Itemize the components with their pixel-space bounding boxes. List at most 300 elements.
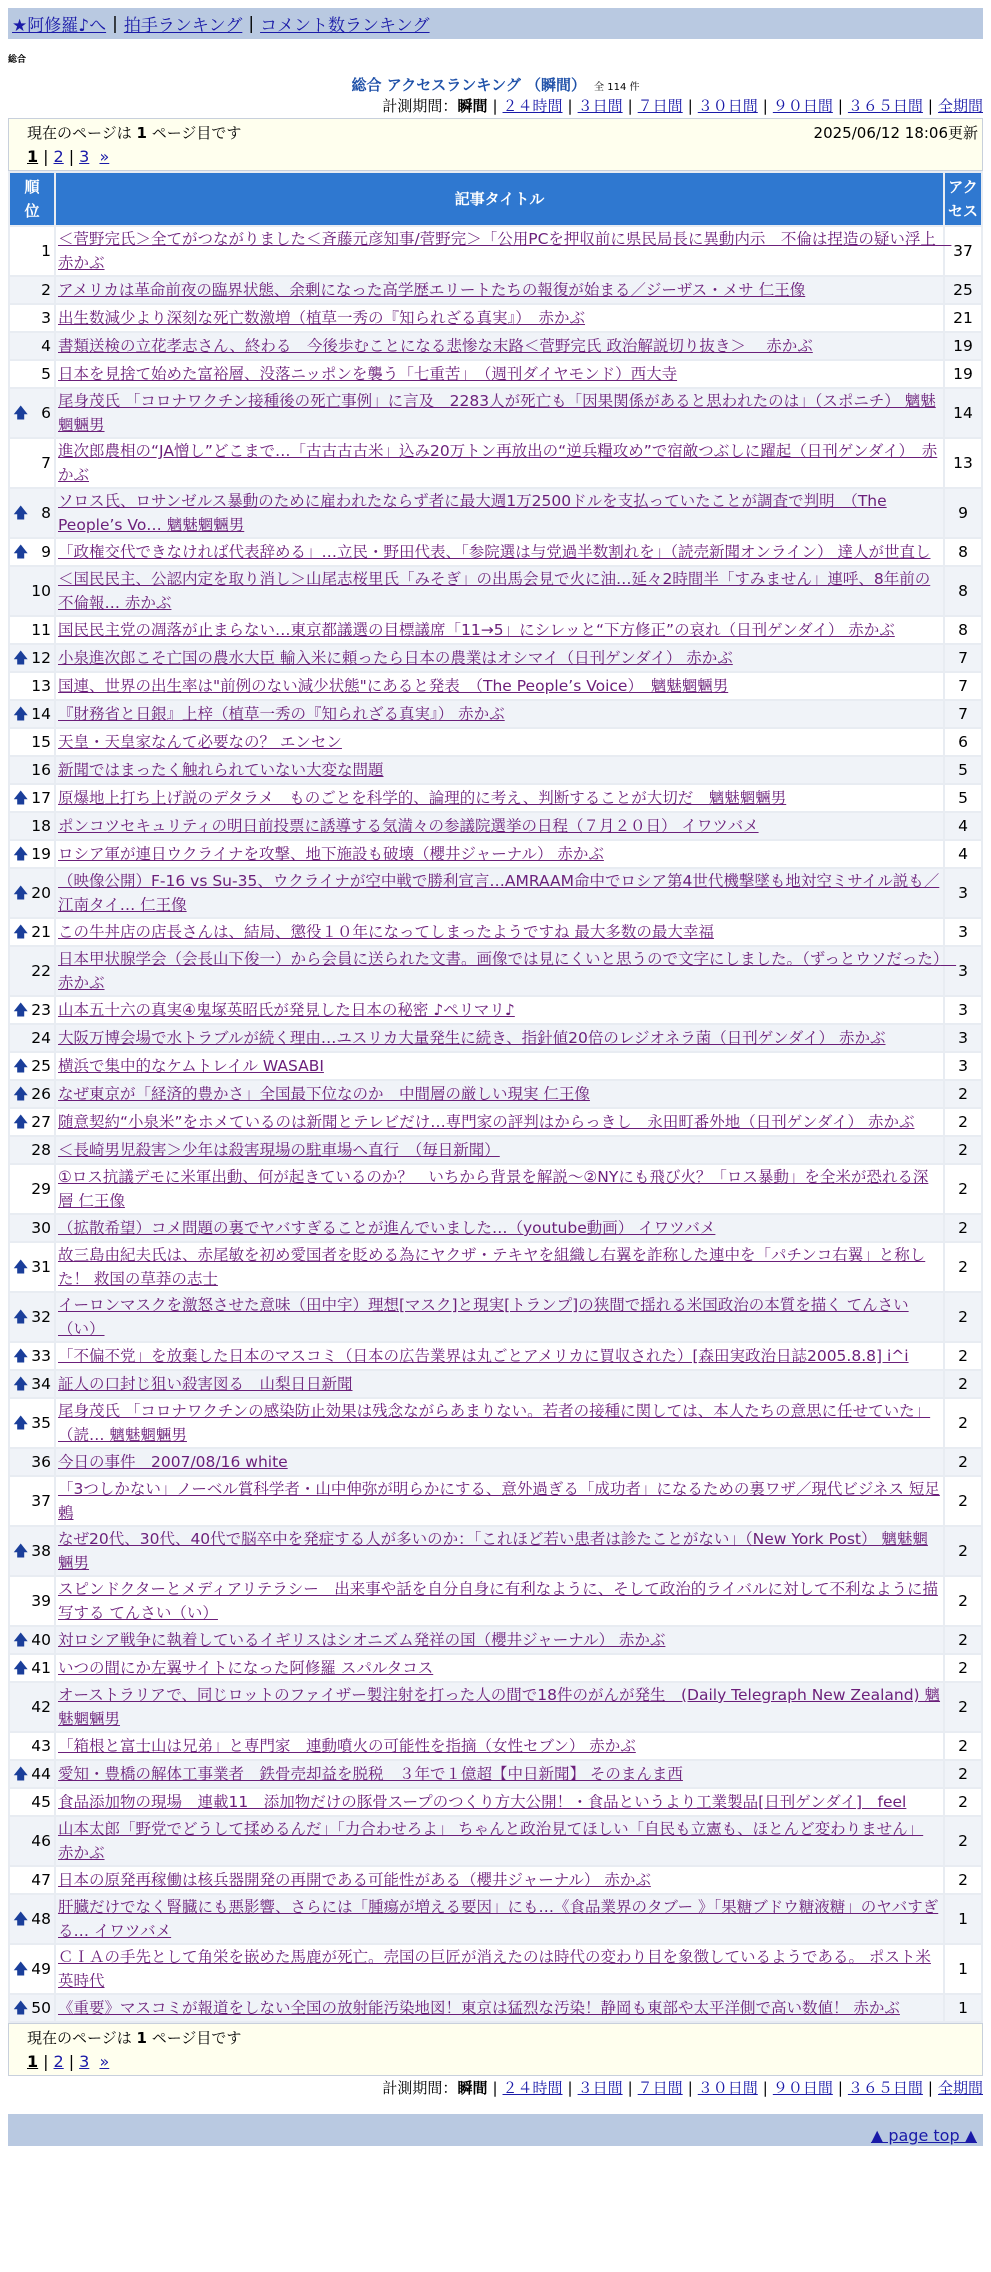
rank-cell: [10, 1577, 54, 1625]
title-cell: [56, 869, 943, 917]
rank-up-arrow-icon: 🡅: [13, 1764, 29, 1783]
rank-cell: [10, 1215, 54, 1241]
table-row: [10, 1343, 981, 1369]
access-count: 5: [945, 757, 981, 783]
period-link[interactable]: ３０日間: [697, 2079, 758, 2097]
rank-up-arrow-icon: 🡅: [13, 403, 29, 422]
title-cell: [56, 489, 943, 537]
article-title-link[interactable]: （拡散希望）コメ問題の裏でヤバすぎることが進んでいました…（youtube動画） イワツバメ: [58, 1219, 716, 1237]
table-row: [10, 785, 981, 811]
article-title-link[interactable]: 尾身茂氏 「コロナワクチン接種後の死亡事例」に言及 2283人が死亡も「因果関係があると思われたのは」（スポニチ） 魑魅魍魎男: [58, 392, 936, 434]
pager-separator: |: [43, 147, 49, 166]
table-row: [10, 757, 981, 783]
article-title-link[interactable]: 小泉進次郎こそ亡国の農水大臣 輸入米に頼ったら日本の農業はオシマイ（日刊ゲンダイ） 赤かぶ: [58, 649, 733, 667]
table-row: [10, 1109, 981, 1135]
rank-up-arrow-icon: 🡅: [13, 542, 29, 561]
table-row: [10, 869, 981, 917]
article-title-link[interactable]: イーロンマスクを激怒させた意味（田中宇）理想[マスク]と現実[トランプ]の狭間で揺れる米国政治の本質を描く てんさい（い）: [58, 1296, 909, 1338]
rank-number: 42: [31, 1698, 51, 1716]
access-count: 3: [945, 869, 981, 917]
title-cell: [56, 305, 943, 331]
access-count: 2: [945, 1527, 981, 1575]
title-cell: [56, 1215, 943, 1241]
article-title-link[interactable]: 国民民主党の凋落が止まらない…東京都議選の目標議席「11→5」にシレッと“下方修正”の哀れ（日刊ゲンダイ） 赤かぶ: [58, 621, 895, 639]
title-cell: [56, 841, 943, 867]
article-title-link[interactable]: ロシア軍が連日ウクライナを攻撃、地下施設も破壊（櫻井ジャーナル） 赤かぶ: [58, 845, 604, 863]
category-caption: 総合: [8, 55, 27, 65]
article-title-link[interactable]: 「箱根と富士山は兄弟」と専門家 連動噴火の可能性を指摘（女性セブン） 赤かぶ: [58, 1737, 636, 1755]
rank-cell: [10, 1053, 54, 1079]
article-title-link[interactable]: オーストラリアで、同じロットのファイザー製注射を打った人の間で18件のがんが発生 (Daily Telegraph New Zealand) 魑魅魍魎男: [58, 1686, 941, 1728]
rank-number: 1: [41, 242, 51, 260]
rank-cell: [10, 1165, 54, 1213]
article-title-link[interactable]: ①ロス抗議デモに米軍出動、何が起きているのか？ いちから背景を解説～②NYにも飛び火？「ロス暴動」を全米が恐れる深層 仁王像: [58, 1168, 929, 1210]
title-cell: [56, 1577, 943, 1625]
ranking-count: 全 114 件: [594, 82, 640, 93]
table-row: [10, 1867, 981, 1893]
table-row: [10, 567, 981, 615]
access-count: 1: [945, 1895, 981, 1943]
rank-cell: [10, 1655, 54, 1681]
table-row: [10, 1789, 981, 1815]
table-row: [10, 1817, 981, 1865]
title-cell: [56, 1627, 943, 1653]
title-cell: [56, 1399, 943, 1447]
table-row: [10, 1945, 981, 1993]
rank-cell: [10, 1995, 54, 2021]
rank-cell: [10, 1371, 54, 1397]
title-cell: [56, 439, 943, 487]
article-title-link[interactable]: ＣＩＡの手先として角栄を嵌めた馬鹿が死亡。売国の巨匠が消えたのは時代の変わり目を象徴しているようである。 ポスト米英時代: [58, 1948, 931, 1990]
rank-cell: [10, 997, 54, 1023]
rank-number: 15: [31, 733, 51, 751]
period-link[interactable]: ９０日間: [772, 97, 833, 115]
rank-cell: [10, 1025, 54, 1051]
table-row: [10, 277, 981, 303]
rank-number: 30: [31, 1219, 51, 1237]
period-separator: |: [687, 2079, 693, 2097]
comment-ranking-link[interactable]: コメント数ランキング: [260, 16, 430, 36]
rank-number: 50: [31, 1999, 51, 2017]
table-row: [10, 1137, 981, 1163]
page-info-box-bottom: [8, 2023, 983, 2076]
article-title-link[interactable]: 横浜で集中的なケムトレイル WASABI: [58, 1057, 324, 1075]
article-title-link[interactable]: （映像公開）F-16 vs Su-35、ウクライナが空中戦で勝利宣言…AMRAAM命中でロシア第4世代機撃墜も地対空ミサイル説も／江南タイ… 仁王像: [58, 872, 940, 914]
rank-up-arrow-icon: 🡅: [13, 1909, 29, 1928]
article-title-link[interactable]: 書類送検の立花孝志さん、終わる 今後歩むことになる悲惨な末路＜菅野完氏 政治解説切り抜き＞ 赤かぶ: [58, 337, 813, 355]
period-separator: |: [627, 97, 633, 115]
rank-number: 46: [31, 1832, 51, 1850]
title-cell: [56, 277, 943, 303]
rank-number: 9: [41, 543, 51, 561]
page-link[interactable]: 2: [53, 2052, 64, 2071]
rank-number: 29: [31, 1180, 51, 1198]
rank-number: 49: [31, 1960, 51, 1978]
title-cell: [56, 1165, 943, 1213]
article-title-link[interactable]: スピンドクターとメディアリテラシー 出来事や話を自分自身に有利なように、そして政治的ライバルに対して不利なように描写する てんさい（い）: [58, 1580, 938, 1622]
access-count: 2: [945, 1577, 981, 1625]
rank-cell: [10, 701, 54, 727]
pager-separator: |: [68, 2052, 75, 2071]
article-title-link[interactable]: 原爆地上打ち上げ説のデタラメ ものごとを科学的、論理的に考え、判断することが大切だ 魑魅魍魎男: [58, 789, 787, 807]
page-link[interactable]: 2: [53, 147, 64, 166]
article-title-link[interactable]: 肝臓だけでなく腎臓にも悪影響、さらには「腫瘍が増える要因」にも…《食品業界のタブー 》「果糖ブドウ糖液糖」のヤバすぎる… イワツバメ: [58, 1898, 939, 1940]
rank-cell: [10, 1817, 54, 1865]
top-navigation: [8, 8, 983, 39]
rank-number: 35: [31, 1414, 51, 1432]
period-separator: |: [492, 97, 498, 115]
period-separator: |: [837, 97, 843, 115]
rank-number: 5: [41, 365, 51, 383]
rank-number: 18: [31, 817, 51, 835]
title-cell: [56, 617, 943, 643]
table-row: [10, 1527, 981, 1575]
period-link[interactable]: ２４時間: [502, 97, 563, 115]
rank-number: 32: [31, 1308, 51, 1326]
rank-number: 25: [31, 1057, 51, 1075]
period-link[interactable]: ９０日間: [772, 2079, 833, 2097]
title-cell: [56, 1053, 943, 1079]
rank-number: 8: [41, 504, 51, 522]
rank-cell: [10, 489, 54, 537]
period-link[interactable]: ７日間: [637, 2079, 683, 2097]
title-cell: [56, 1733, 943, 1759]
article-title-link[interactable]: 愛知・豊橋の解体工事業者 鉄骨売却益を脱税 ３年で１億超【中日新聞】 そのまんま西: [58, 1765, 683, 1783]
rank-cell: [10, 813, 54, 839]
page-top-link[interactable]: ▲ page top ▲: [870, 2126, 977, 2145]
rank-number: 14: [31, 705, 51, 723]
bottom-bar: [8, 2114, 983, 2146]
title-cell: [56, 1243, 943, 1291]
title-cell: [56, 1895, 943, 1943]
pager-separator: |: [68, 147, 75, 166]
article-title-link[interactable]: 「不偏不党」を放棄した日本のマスコミ（日本の広告業界は丸ごとアメリカに買収された）[森田実政治日誌2005.8.8] i^i: [58, 1347, 909, 1365]
title-cell: [56, 1655, 943, 1681]
rank-number: 21: [31, 923, 51, 941]
rank-up-arrow-icon: 🡅: [13, 1541, 29, 1560]
article-title-link[interactable]: 今日の事件 2007/08/16 white: [58, 1453, 288, 1471]
rank-number: 3: [41, 309, 51, 327]
rank-cell: [10, 1137, 54, 1163]
title-cell: [56, 1343, 943, 1369]
next-page-link[interactable]: »: [99, 2052, 110, 2071]
access-count: 2: [945, 1109, 981, 1135]
access-count: 2: [945, 1477, 981, 1525]
rank-cell: [10, 841, 54, 867]
article-title-link[interactable]: 天皇・天皇家なんて必要なの？ エンセン: [58, 733, 342, 751]
rank-up-arrow-icon: 🡅: [13, 1084, 29, 1103]
title-cell: [56, 567, 943, 615]
article-title-link[interactable]: ポンコツセキュリティの明日前投票に誘導する気満々の参議院選挙の日程（７月２０日） イワツバメ: [58, 817, 759, 835]
rank-cell: [10, 361, 54, 387]
rank-number: 17: [31, 789, 51, 807]
period-link[interactable]: ３６５日間: [847, 2079, 923, 2097]
article-title-link[interactable]: 出生数減少より深刻な死亡数激増（植草一秀の『知られざる真実』） 赤かぶ: [58, 309, 586, 327]
article-title-link[interactable]: 大阪万博会場で水トラブルが続く理由…ユスリカ大量発生に続き、指針値20倍のレジオネラ菌（日刊ゲンダイ） 赤かぶ: [58, 1029, 886, 1047]
article-title-link[interactable]: いつの間にか左翼サイトになった阿修羅 スパルタコス: [58, 1659, 434, 1677]
rank-up-arrow-icon: 🡅: [13, 1346, 29, 1365]
rank-number: 40: [31, 1631, 51, 1649]
rank-cell: [10, 1761, 54, 1787]
home-link[interactable]: ★阿修羅♪へ: [12, 16, 107, 36]
rank-number: 16: [31, 761, 51, 779]
period-label: 計測期間：: [382, 2079, 458, 2097]
rank-cell: [10, 1789, 54, 1815]
table-row: [10, 701, 981, 727]
rank-number: 13: [31, 677, 51, 695]
article-title-link[interactable]: 尾身茂氏 「コロナワクチンの感染防止効果は残念ながらあまりない。若者の接種に関しては、本人たちの意思に任せていた」（読… 魑魅魍魎男: [58, 1402, 931, 1444]
title-cell: [56, 333, 943, 359]
title-cell: [56, 645, 943, 671]
current-page: 1: [27, 2052, 39, 2071]
rank-cell: [10, 277, 54, 303]
article-title-link[interactable]: 新聞ではまったく触れられていない大変な問題: [58, 761, 384, 779]
title-cell: [56, 227, 952, 275]
title-cell: [56, 1945, 943, 1993]
period-current: 瞬間: [457, 97, 488, 115]
pagination: [27, 145, 978, 169]
title-cell: [56, 673, 943, 699]
article-title-link[interactable]: ＜国民民主、公認内定を取り消し＞山尾志桜里氏「みそぎ」の出馬会見で火に油…延々2時間半「すみません」連呼、8年前の不倫報… 赤かぶ: [58, 570, 931, 612]
period-separator: |: [762, 97, 768, 115]
ranking-table: [8, 171, 983, 2023]
article-title-link[interactable]: 対ロシア戦争に執着しているイギリスはシオニズム発祥の国（櫻井ジャーナル） 赤かぶ: [58, 1631, 666, 1649]
rank-cell: [10, 757, 54, 783]
rank-up-arrow-icon: 🡅: [13, 1658, 29, 1677]
rank-up-arrow-icon: 🡅: [13, 1056, 29, 1075]
rank-number: 28: [31, 1141, 51, 1159]
rank-number: 43: [31, 1737, 51, 1755]
article-title-link[interactable]: なぜ20代、30代、40代で脳卒中を発症する人が多いのか：「これほど若い患者は診たことがない」（New York Post） 魑魅魍魎男: [58, 1530, 928, 1572]
period-link[interactable]: 全期間: [937, 2079, 983, 2097]
page-link[interactable]: 3: [79, 2052, 90, 2071]
period-separator: |: [927, 2079, 933, 2097]
rank-number: 26: [31, 1085, 51, 1103]
access-count: 2: [945, 1761, 981, 1787]
rank-number: 24: [31, 1029, 51, 1047]
rank-cell: [10, 1733, 54, 1759]
table-row: [10, 1215, 981, 1241]
access-count: 7: [945, 673, 981, 699]
article-title-link[interactable]: 日本甲状腺学会（会長山下俊一）から会員に送られた文書。画像では見にくいと思うので文字にしました。（ずっとウソだった） 赤かぶ: [58, 950, 957, 992]
title-cell: [56, 1137, 943, 1163]
rank-cell: [10, 1683, 54, 1731]
access-count: 3: [945, 947, 981, 995]
title-cell: [56, 1995, 943, 2021]
rank-number: 48: [31, 1910, 51, 1928]
rank-number: 27: [31, 1113, 51, 1131]
article-title-link[interactable]: ソロス氏、ロサンゼルス暴動のために雇われたならず者に最大週1万2500ドルを支払っていたことが調査で判明 （The People’s Vo… 魑魅魍魎男: [58, 492, 887, 534]
article-title-link[interactable]: アメリカは革命前夜の臨界状態、余剰になった高学歴エリートたちの報復が始まる／ジーザス・メサ 仁王像: [58, 281, 806, 299]
title-cell: [56, 361, 943, 387]
table-row: [10, 227, 981, 275]
access-count: 2: [945, 1817, 981, 1865]
article-title-link[interactable]: 国連、世界の出生率は"前例のない減少状態"にあると発表 （The People’s Voice） 魑魅魍魎男: [58, 677, 729, 695]
rank-cell: [10, 1449, 54, 1475]
title-cell: [56, 1867, 943, 1893]
rank-up-arrow-icon: 🡅: [13, 1374, 29, 1393]
table-row: [10, 1165, 981, 1213]
rank-up-arrow-icon: 🡅: [13, 1998, 29, 2017]
title-cell: [56, 1761, 943, 1787]
rank-number: 41: [31, 1659, 51, 1677]
period-link[interactable]: ３０日間: [697, 97, 758, 115]
access-count: 7: [945, 701, 981, 727]
rank-up-arrow-icon: 🡅: [13, 648, 29, 667]
ranking-heading: [8, 74, 983, 94]
table-row: [10, 1477, 981, 1525]
article-title-link[interactable]: 随意契約“小泉米”をホメているのは新聞とテレビだけ…専門家の評判はからっきし 永田町番外地（日刊ゲンダイ） 赤かぶ: [58, 1113, 915, 1131]
access-count: 7: [945, 645, 981, 671]
title-cell: [56, 389, 943, 437]
table-row: [10, 1627, 981, 1653]
rank-cell: [10, 539, 54, 565]
title-cell: [56, 729, 943, 755]
rank-cell: [10, 1895, 54, 1943]
access-count: 1: [945, 1995, 981, 2021]
title-cell: [56, 919, 943, 945]
period-link[interactable]: 全期間: [937, 97, 983, 115]
access-count: 5: [945, 785, 981, 811]
access-count: 8: [945, 539, 981, 565]
table-row: [10, 1449, 981, 1475]
period-separator: |: [627, 2079, 633, 2097]
rank-up-arrow-icon: 🡅: [13, 1630, 29, 1649]
table-row: [10, 439, 981, 487]
rank-cell: [10, 389, 54, 437]
title-cell: [56, 997, 943, 1023]
table-row: [10, 1025, 981, 1051]
article-title-link[interactable]: なぜ東京が「経済的豊かさ」全国最下位なのか 中間層の厳しい現実 仁王像: [58, 1085, 590, 1103]
rank-number: 6: [41, 404, 51, 422]
table-row: [10, 1655, 981, 1681]
period-link[interactable]: ２４時間: [502, 2079, 563, 2097]
period-link[interactable]: ３日間: [577, 2079, 623, 2097]
table-row: [10, 333, 981, 359]
article-title-link[interactable]: ＜長崎男児殺害＞少年は殺害現場の駐車場へ直行 （毎日新聞）: [58, 1141, 500, 1159]
table-row: [10, 1895, 981, 1943]
article-title-link[interactable]: 「3つしかない」ノーベル賞科学者・山中伸弥が明らかにする、意外過ぎる「成功者」になるための裏ワザ／現代ビジネス 短足鶫: [58, 1480, 940, 1522]
ranking-title: 総合 アクセスランキング （瞬間）: [351, 76, 587, 94]
rank-up-arrow-icon: 🡅: [13, 704, 29, 723]
access-count: 8: [945, 617, 981, 643]
title-cell: [56, 1371, 943, 1397]
table-row: [10, 919, 981, 945]
article-title-link[interactable]: 日本を見捨て始めた富裕層、没落ニッポンを襲う「七重苦」 （週刊ダイヤモンド）西大寺: [58, 365, 678, 383]
title-cell: [56, 1817, 943, 1865]
rank-cell: [10, 1527, 54, 1575]
table-row: [10, 1399, 981, 1447]
article-title-link[interactable]: 進次郎農相の“JA憎し”どこまで…「古古古古米」込み20万トン再放出の“逆兵糧攻め”で宿敵つぶしに躍起（日刊ゲンダイ） 赤かぶ: [58, 442, 938, 484]
rank-number: 2: [41, 281, 51, 299]
title-cell: [56, 1025, 943, 1051]
article-title-link[interactable]: 日本の原発再稼働は核兵器開発の再開である可能性がある（櫻井ジャーナル） 赤かぶ: [58, 1871, 651, 1889]
table-row: [10, 947, 981, 995]
access-count: 19: [945, 361, 981, 387]
table-row: [10, 729, 981, 755]
title-cell: [56, 1789, 943, 1815]
period-link[interactable]: ３６５日間: [847, 97, 923, 115]
period-link[interactable]: ７日間: [637, 97, 683, 115]
current-page: 1: [27, 147, 39, 166]
period-selector-bottom: [8, 2076, 983, 2100]
article-title-link[interactable]: 《重要》マスコミが報道をしない全国の放射能汚染地図！東京は猛烈な汚染！静岡も東部や太平洋側で高い数値！ 赤かぶ: [58, 1999, 900, 2017]
rank-cell: [10, 305, 54, 331]
access-count: 9: [945, 489, 981, 537]
article-title-link[interactable]: この牛丼店の店長さんは、結局、懲役１０年になってしまったようですね 最大多数の最大幸福: [58, 923, 714, 941]
period-link[interactable]: ３日間: [577, 97, 623, 115]
article-title-link[interactable]: ＜菅野完氏＞全てがつながりました＜斉藤元彦知事/菅野完＞「公用PCを押収前に県民局長に異動内示 不倫は捏造の疑い浮上 赤かぶ: [58, 230, 952, 272]
rank-cell: [10, 333, 54, 359]
access-count: 2: [945, 1165, 981, 1213]
next-page-link[interactable]: »: [99, 147, 110, 166]
rank-cell: [10, 1945, 54, 1993]
clap-ranking-link[interactable]: 拍手ランキング: [123, 16, 243, 36]
current-page-text: 現在のページは 1 ページ目です: [27, 2029, 242, 2047]
current-page-text: 現在のページは 1 ページ目です: [27, 124, 242, 142]
nav-separator: |: [112, 13, 118, 34]
article-title-link[interactable]: 山本太郎「野党でどうして揉めるんだ」「力合わせろよ」 ちゃんと政治見てほしい「自民も立憲も、ほとんど変わりません」 赤かぶ: [58, 1820, 924, 1862]
period-separator: |: [762, 2079, 768, 2097]
access-count: 14: [945, 389, 981, 437]
updated-timestamp: 2025/06/12 18:06更新: [813, 124, 978, 142]
period-separator: |: [492, 2079, 498, 2097]
rank-cell: [10, 1243, 54, 1291]
rank-cell: [10, 947, 54, 995]
rank-number: 45: [31, 1793, 51, 1811]
title-cell: [56, 1683, 943, 1731]
rank-number: 10: [31, 582, 51, 600]
access-count: 2: [945, 1733, 981, 1759]
table-row: [10, 1053, 981, 1079]
table-row: [10, 1081, 981, 1107]
rank-cell: [10, 1343, 54, 1369]
rank-up-arrow-icon: 🡅: [13, 1112, 29, 1131]
article-title-link[interactable]: 故三島由紀夫氏は、赤尾敏を初め愛国者を貶める為にヤクザ・テキヤを組織し右翼を詐称した連中を「パチンコ右翼」と称した！ 救国の草莽の志士: [58, 1246, 926, 1288]
access-count: 1: [945, 1945, 981, 1993]
article-title-link[interactable]: 山本五十六の真実④鬼塚英昭氏が発見した日本の秘密 ♪ペリマリ♪: [58, 1001, 515, 1019]
article-title-link[interactable]: 食品添加物の現場 連載11 添加物だけの豚骨スープのつくり方大公開！・食品というより工業製品[日刊ゲンダイ] feel: [58, 1793, 907, 1811]
rank-cell: [10, 869, 54, 917]
rank-number: 11: [31, 621, 51, 639]
rank-cell: [10, 673, 54, 699]
rank-number: 7: [41, 454, 51, 472]
access-count: 2: [945, 1789, 981, 1815]
page-link[interactable]: 3: [79, 147, 90, 166]
access-count: 3: [945, 997, 981, 1023]
title-cell: [56, 813, 943, 839]
rank-up-arrow-icon: 🡅: [13, 844, 29, 863]
access-count: 2: [945, 1137, 981, 1163]
title-cell: [56, 1081, 943, 1107]
article-title-link[interactable]: 証人の口封じ狙い殺害図る 山梨日日新聞: [58, 1375, 353, 1393]
table-row: [10, 997, 981, 1023]
article-title-link[interactable]: 「政権交代できなければ代表辞める」…立民・野田代表、「参院選は与党過半数割れを」（読売新聞オンライン） 達人が世直し: [58, 543, 931, 561]
rank-up-arrow-icon: 🡅: [13, 1413, 29, 1432]
table-row: [10, 389, 981, 437]
rank-number: 39: [31, 1592, 51, 1610]
rank-number: 37: [31, 1492, 51, 1510]
title-cell: [56, 757, 943, 783]
access-count: 37: [945, 227, 981, 275]
page-info-box: [8, 118, 983, 171]
article-title-link[interactable]: 『財務省と日銀』上梓（植草一秀の『知られざる真実』） 赤かぶ: [58, 705, 505, 723]
access-count: 19: [945, 333, 981, 359]
rank-cell: [10, 439, 54, 487]
title-cell: [56, 1449, 943, 1475]
access-count: 2: [945, 1215, 981, 1241]
table-row: [10, 673, 981, 699]
